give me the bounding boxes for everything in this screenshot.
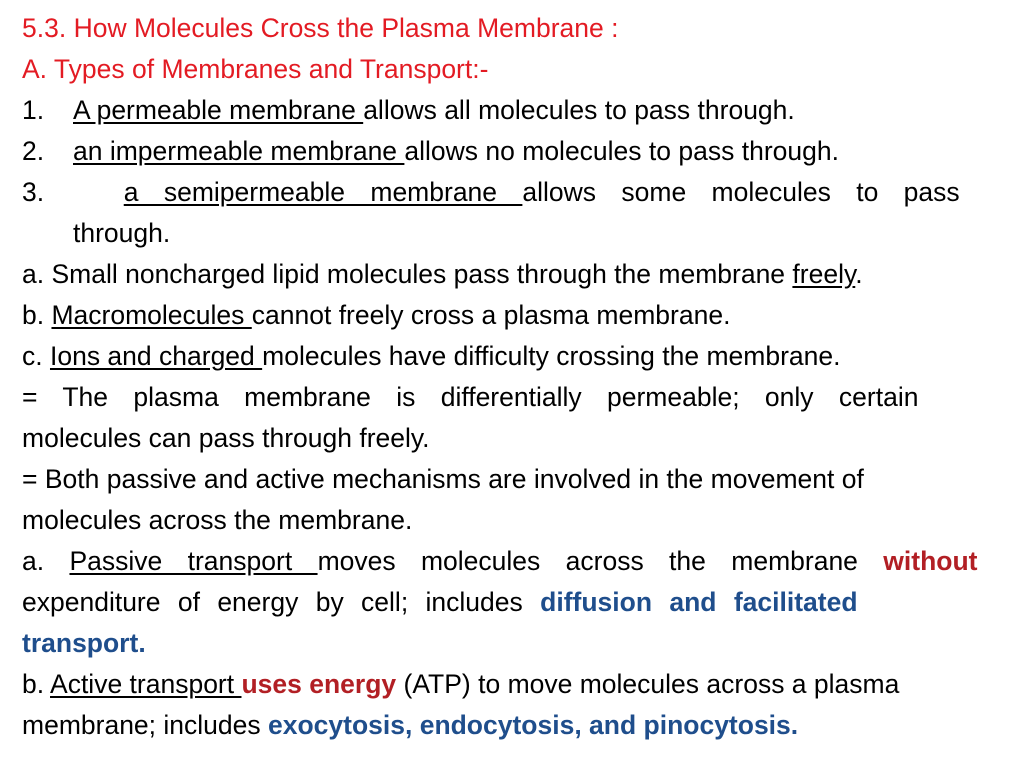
list-text: allows no molecules to pass through. xyxy=(404,136,839,166)
point-prefix: b. xyxy=(22,300,52,330)
list-number: 3. xyxy=(22,177,45,207)
passive-transport-line-2 xyxy=(22,582,1024,623)
active-text: membrane; includes xyxy=(22,710,268,740)
section-heading: A. Types of Membranes and Transport:- xyxy=(22,54,489,84)
slide-content xyxy=(22,8,1024,746)
point-c xyxy=(22,336,1024,377)
list-term: an impermeable membrane xyxy=(73,136,405,166)
point-a xyxy=(22,254,1024,295)
point-text: cannot freely cross a plasma membrane. xyxy=(251,300,731,330)
point-prefix: b. xyxy=(22,669,51,699)
list-item-1 xyxy=(22,90,1024,131)
point-b xyxy=(22,295,1024,336)
slide-title: 5.3. How Molecules Cross the Plasma Membrane : xyxy=(22,13,619,43)
list-number: 1. xyxy=(22,95,45,125)
list-term: a semipermeable membrane xyxy=(123,177,523,207)
point-prefix: a. xyxy=(22,546,70,576)
list-text: allows some molecules to pass xyxy=(522,177,960,207)
point-term: Macromolecules xyxy=(51,300,252,330)
passive-text: expenditure of energy by cell; includes xyxy=(22,587,541,617)
point-text: molecules have difficulty crossing the membrane. xyxy=(262,341,841,371)
point-term: freely xyxy=(792,259,856,289)
passive-transport-line-3: transport. xyxy=(22,628,146,658)
list-term: A permeable membrane xyxy=(73,95,364,125)
active-transport-line-2 xyxy=(22,705,1024,746)
note-1-line-1: = The plasma membrane is differentially permeable; only certain xyxy=(22,382,919,412)
passive-examples: diffusion and facilitated xyxy=(540,587,858,617)
passive-transport-line-1 xyxy=(22,541,1024,582)
list-number: 2. xyxy=(22,136,45,166)
list-item-3-continuation: through. xyxy=(73,218,171,248)
list-item-3 xyxy=(22,172,1024,213)
passive-transport-term: Passive transport xyxy=(69,546,318,576)
point-prefix: c. xyxy=(22,341,50,371)
active-text: (ATP) to move molecules across a plasma xyxy=(396,669,900,699)
note-2-line-1: = Both passive and active mechanisms are involved in the movement of xyxy=(22,464,864,494)
passive-emphasis: without xyxy=(883,546,978,576)
list-item-2 xyxy=(22,131,1024,172)
point-text: a. Small noncharged lipid molecules pass through the membrane xyxy=(22,259,793,289)
active-transport-term: Active transport xyxy=(50,669,242,699)
list-text: allows all molecules to pass through. xyxy=(363,95,795,125)
point-text-end: . xyxy=(855,259,863,289)
passive-text: moves molecules across the membrane xyxy=(317,546,884,576)
active-examples: exocytosis, endocytosis, and pinocytosis. xyxy=(267,710,799,740)
active-emphasis: uses energy xyxy=(241,669,397,699)
note-1-line-2: molecules can pass through freely. xyxy=(22,423,430,453)
point-term: Ions and charged xyxy=(49,341,263,371)
note-2-line-2: molecules across the membrane. xyxy=(22,505,413,535)
active-transport-line-1 xyxy=(22,664,1024,705)
